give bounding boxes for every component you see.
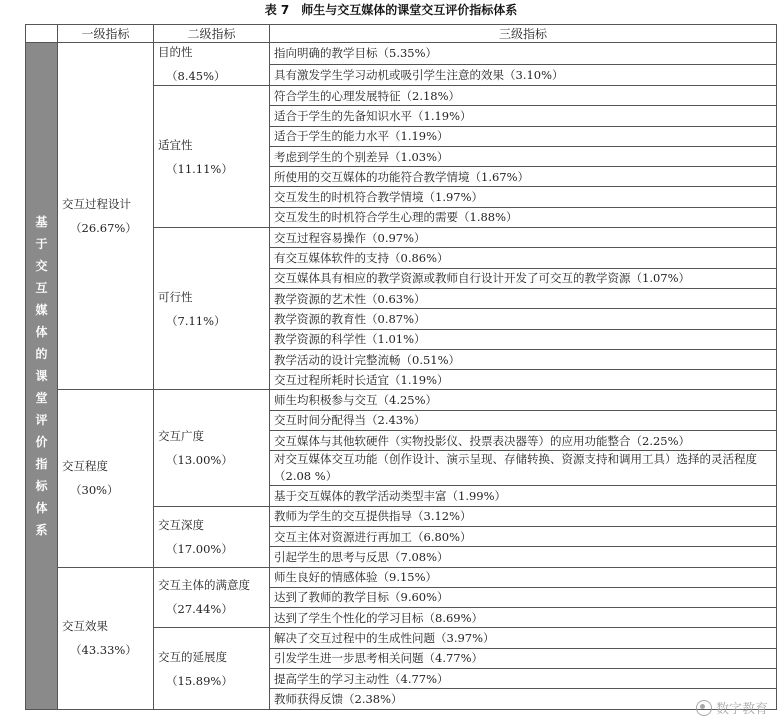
level2-weight: （17.00%） xyxy=(166,541,233,556)
level3-indicator: 交互媒体与其他软硬件（实物投影仪、投票表决器等）的应用功能整合（2.25%） xyxy=(270,431,777,451)
level2-label: 交互广度 xyxy=(158,429,204,444)
level1-weight: （30%） xyxy=(70,483,119,498)
level2-weight: （15.89%） xyxy=(166,673,233,688)
table-row xyxy=(26,43,777,65)
level2-weight: （27.44%） xyxy=(166,602,233,617)
level3-indicator: 引发学生进一步思考相关问题（4.77%） xyxy=(270,648,777,668)
root-indicator-cell xyxy=(26,43,58,710)
header-level1: 一级指标 xyxy=(58,25,154,43)
watermark xyxy=(696,698,768,717)
level3-indicator: 提高学生的学习主动性（4.77%） xyxy=(270,669,777,689)
table-body xyxy=(26,43,777,710)
level3-indicator: 交互主体对资源进行再加工（6.80%） xyxy=(270,526,777,546)
level3-indicator: 适合于学生的先备知识水平（1.19%） xyxy=(270,106,777,126)
level3-indicator: 交互发生的时机符合学生心理的需要（1.88%） xyxy=(270,207,777,227)
evaluation-index-table xyxy=(25,24,777,710)
header-level3: 三级指标 xyxy=(270,25,777,43)
table-title: 表 7 师生与交互媒体的课堂交互评价指标体系 xyxy=(264,3,518,17)
level3-indicator: 教师为学生的交互提供指导（3.12%） xyxy=(270,506,777,526)
level3-indicator: 对交互媒体交互功能（创作设计、演示呈现、存储转换、资源支持和调用工具）选择的灵活程度（2.08 %） xyxy=(270,451,777,486)
table-row xyxy=(26,567,777,587)
level2-cell xyxy=(154,228,270,390)
level2-cell xyxy=(154,43,270,86)
level1-label: 交互程度 xyxy=(62,459,108,474)
level1-cell xyxy=(58,390,154,567)
level3-indicator: 有交互媒体软件的支持（0.86%） xyxy=(270,248,777,268)
level2-weight: （8.45%） xyxy=(166,69,226,83)
level3-indicator: 交互过程所耗时长适宜（1.19%） xyxy=(270,370,777,390)
level2-cell xyxy=(154,628,270,709)
level1-weight: （26.67%） xyxy=(70,221,137,236)
level2-label: 适宜性 xyxy=(158,137,193,152)
level1-weight: （43.33%） xyxy=(70,643,137,658)
level3-indicator: 交互媒体具有相应的教学资源或教师自行设计开发了可交互的教学资源（1.07%） xyxy=(270,268,777,288)
level3-indicator: 教学资源的科学性（1.01%） xyxy=(270,329,777,349)
level3-indicator: 教学资源的艺术性（0.63%） xyxy=(270,288,777,308)
level2-cell xyxy=(154,506,270,567)
level3-indicator: 指向明确的教学目标（5.35%） xyxy=(270,43,777,65)
level2-weight: （13.00%） xyxy=(166,453,233,468)
header-root-blank xyxy=(26,25,58,43)
level3-indicator: 考虑到学生的个别差异（1.03%） xyxy=(270,146,777,166)
level2-cell xyxy=(154,567,270,628)
level3-indicator: 师生均积极参与交互（4.25%） xyxy=(270,390,777,410)
level2-cell xyxy=(154,390,270,506)
level3-indicator: 达到了学生个性化的学习目标（8.69%） xyxy=(270,608,777,628)
level3-indicator: 达到了教师的教学目标（9.60%） xyxy=(270,587,777,607)
level1-cell xyxy=(58,43,154,390)
table-header-row xyxy=(26,25,777,43)
level3-indicator: 交互过程容易操作（0.97%） xyxy=(270,228,777,248)
level3-indicator: 交互发生的时机符合教学情境（1.97%） xyxy=(270,187,777,207)
level2-weight: （11.11%） xyxy=(166,161,233,176)
level3-indicator: 所使用的交互媒体的功能符合教学情境（1.67%） xyxy=(270,167,777,187)
level2-label: 交互的延展度 xyxy=(158,649,227,664)
level3-indicator: 引起学生的思考与反思（7.08%） xyxy=(270,547,777,567)
level3-indicator: 教师获得反馈（2.38%） xyxy=(270,689,777,709)
level2-label: 可行性 xyxy=(158,289,193,304)
level3-indicator: 解决了交互过程中的生成性问题（3.97%） xyxy=(270,628,777,648)
root-indicator-label: 基于交互媒体的课堂评价指标体系 xyxy=(35,214,48,537)
watermark-text: 数字教育 xyxy=(715,702,768,717)
level3-indicator: 具有激发学生学习动机或吸引学生注意的效果（3.10%） xyxy=(270,64,777,86)
wechat-icon xyxy=(696,700,712,716)
level3-indicator: 交互时间分配得当（2.43%） xyxy=(270,410,777,430)
level3-indicator: 教学活动的设计完整流畅（0.51%） xyxy=(270,349,777,369)
level1-label: 交互效果 xyxy=(62,619,108,634)
header-level2: 二级指标 xyxy=(154,25,270,43)
level2-weight: （7.11%） xyxy=(166,313,226,328)
level3-indicator: 基于交互媒体的教学活动类型丰富（1.99%） xyxy=(270,486,777,506)
level2-cell xyxy=(154,86,270,228)
level3-indicator: 符合学生的心理发展特征（2.18%） xyxy=(270,86,777,106)
level2-label: 交互深度 xyxy=(158,517,204,532)
table-row xyxy=(26,390,777,410)
level3-indicator: 适合于学生的能力水平（1.19%） xyxy=(270,126,777,146)
level3-indicator: 教学资源的教育性（0.87%） xyxy=(270,309,777,329)
level2-label: 目的性 xyxy=(158,45,193,59)
level2-label: 交互主体的满意度 xyxy=(158,578,250,593)
level1-label: 交互过程设计 xyxy=(62,197,131,212)
level1-cell xyxy=(58,567,154,709)
level3-indicator: 师生良好的情感体验（9.15%） xyxy=(270,567,777,587)
